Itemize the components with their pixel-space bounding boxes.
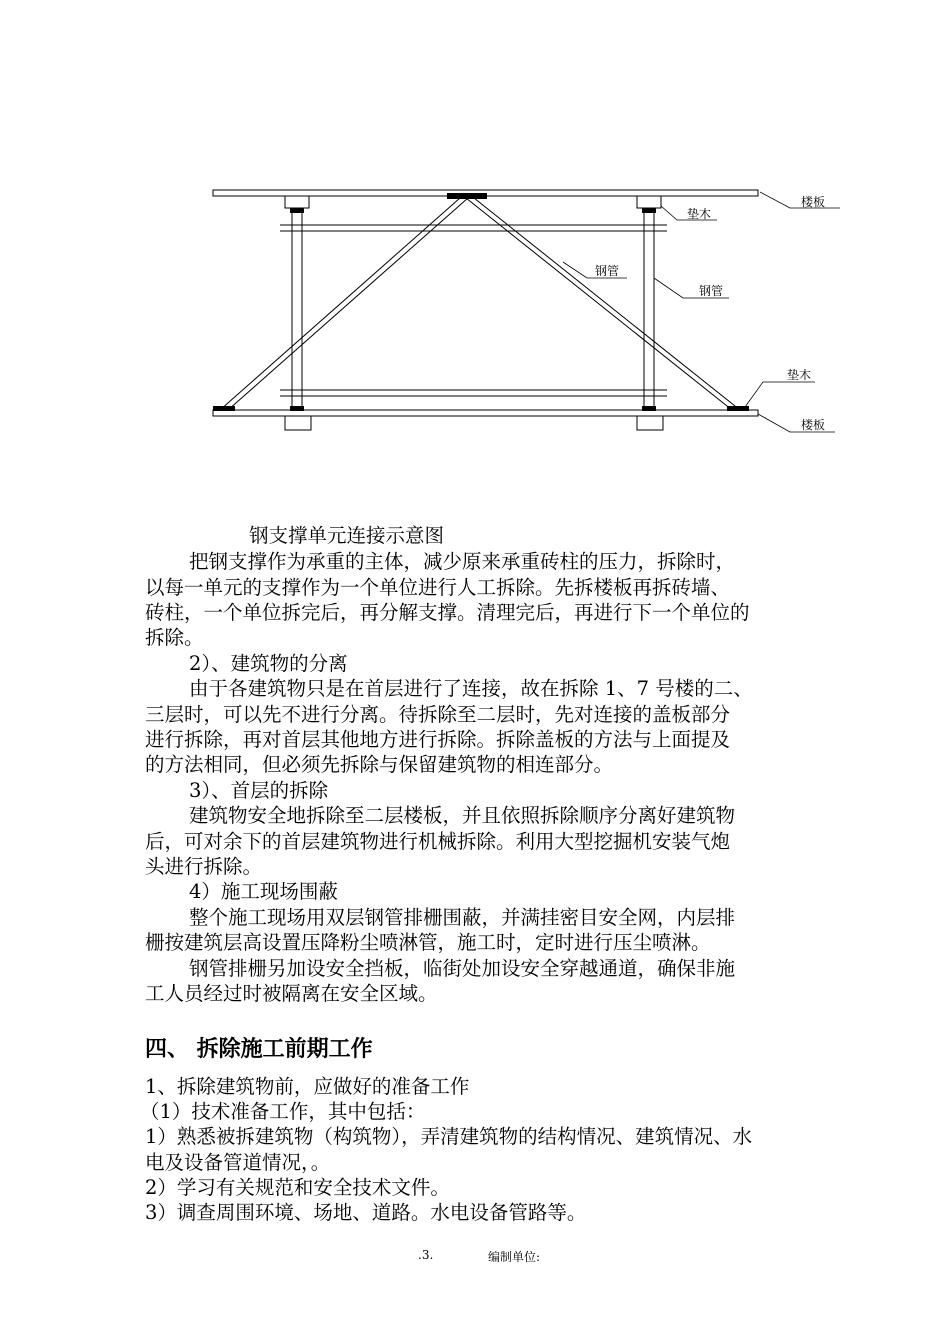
paragraph-5-line-1: 钢管排栅另加设安全挡板，临街处加设安全穿越通道，确保非施 (189, 957, 736, 980)
section-4-title: 四、 拆除施工前期工作 (145, 1037, 373, 1062)
steel-support-diagram (205, 178, 845, 438)
paragraph-1-line-1: 把钢支撑作为承重的主体，减少原来承重砖柱的压力，拆除时， (189, 550, 736, 573)
paragraph-1-line-3: 砖柱，一个单位拆完后，再分解支撑。清理完后，再进行下一个单位的 (145, 601, 750, 624)
paragraph-1-line-2: 以每一单元的支撑作为一个单位进行人工拆除。先拆楼板再拆砖墙、 (145, 576, 731, 599)
section-4-line-3: 1）熟悉被拆建筑物（构筑物），弄清建筑物的结构情况、建筑情况、水 (145, 1125, 753, 1148)
top-pad-right (637, 196, 661, 208)
paragraph-2-line-4: 的方法相同，但必须先拆除与保留建筑物的相连部分。 (145, 753, 614, 776)
leader-pad-bottom (745, 382, 815, 407)
diagonal-brace-right-a (466, 198, 732, 410)
subheading-3: 3）、首层的拆除 (189, 779, 329, 802)
subheading-2: 2）、建筑物的分离 (189, 652, 348, 675)
label-floor-top: 楼板 (801, 195, 826, 209)
paragraph-2-line-1: 由于各建筑物只是在首层进行了连接，故在拆除 1、7 号楼的二、 (189, 677, 753, 700)
bottom-block-left (290, 406, 304, 411)
paragraph-1-line-4: 拆除。 (145, 626, 204, 649)
section-4-line-4: 电及设备管道情况，。 (145, 1151, 331, 1174)
paragraph-4-line-1: 整个施工现场用双层钢管排栅围蔽，并满挂密目安全网，内层排 (189, 906, 736, 929)
diagram-caption: 钢支撑单元连接示意图 (249, 524, 445, 547)
footer-unit-label: 编制单位: (488, 1250, 541, 1264)
paragraph-2-line-2: 三层时，可以先不进行分离。待拆除至二层时，先对连接的盖板部分 (145, 703, 731, 726)
top-pad-left (285, 196, 309, 208)
leader-floor-top (760, 192, 840, 208)
paragraph-3-line-2: 后，可对余下的首层建筑物进行机械拆除。利用大型挖掘机安装气炮 (145, 830, 731, 853)
paragraph-3-line-1: 建筑物安全地拆除至二层楼板，并且依照拆除顺序分离好建筑物 (189, 804, 736, 827)
label-pipe-vert: 钢管 (699, 284, 724, 298)
bottom-block-right (642, 406, 656, 411)
section-4-line-1: 1、拆除建筑物前，应做好的准备工作 (145, 1075, 470, 1098)
top-center-pad (447, 193, 487, 199)
subheading-4: 4）施工现场围蔽 (189, 880, 338, 903)
top-block-right (642, 208, 656, 213)
footer-page-number: .3. (418, 1248, 434, 1262)
paragraph-2-line-3: 进行拆除，再对首层其他地方进行拆除。拆除盖板的方法与上面提及 (145, 728, 731, 751)
paragraph-3-line-3: 头进行拆除。 (145, 855, 263, 878)
label-pad-bottom: 垫木 (787, 368, 812, 382)
top-block-left (290, 208, 304, 213)
paragraph-5-line-2: 工人员经过时被隔离在安全区域。 (145, 982, 438, 1005)
paragraph-4-line-2: 栅按建筑层高设置压降粉尘喷淋管，施工时，定时进行压尘喷淋。 (145, 931, 711, 954)
diagonal-brace-right-b (474, 198, 740, 410)
label-pipe-diag: 钢管 (595, 264, 620, 278)
bottom-base-right (637, 416, 663, 430)
section-4-line-2: （1）技术准备工作，其中包括： (140, 1100, 426, 1123)
section-4-line-6: 3）调查周围环境、场地、道路。水电设备管路等。 (145, 1201, 587, 1224)
diagonal-brace-left-b (228, 198, 468, 410)
label-pad-top: 垫木 (687, 207, 712, 221)
diagonal-brace-left-a (220, 198, 460, 410)
bottom-pad-left-end (213, 406, 235, 411)
bottom-pad-right-end (727, 406, 749, 411)
label-floor-bottom: 楼板 (801, 418, 826, 432)
bottom-base-left (285, 416, 311, 430)
section-4-line-5: 2）学习有关规范和安全技术文件。 (145, 1176, 450, 1199)
